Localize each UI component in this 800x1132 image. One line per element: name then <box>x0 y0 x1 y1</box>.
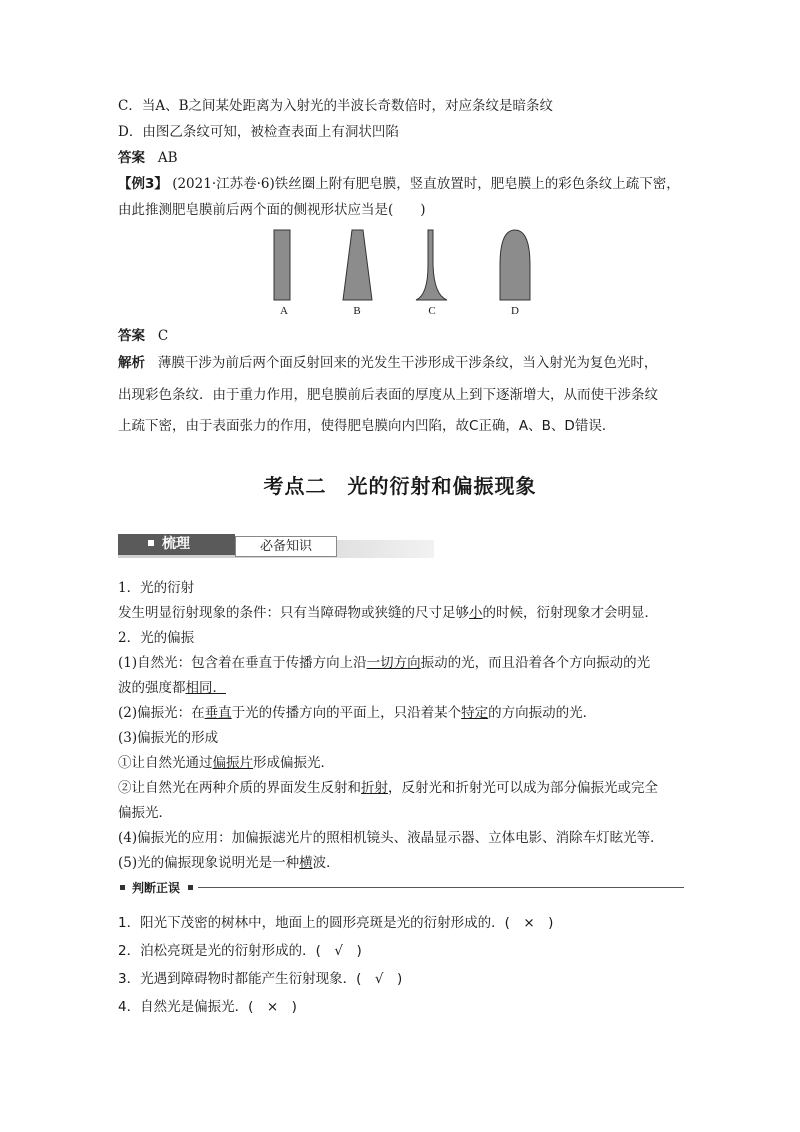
square-icon <box>188 885 193 890</box>
shape-c <box>416 230 447 300</box>
text: ①让自然光通过 <box>118 755 213 771</box>
judge-title: 判断正误 <box>132 881 181 895</box>
answer-label: 答案 <box>118 150 145 166</box>
explanation-text: 薄膜干涉为前后两个面反射回来的光发生干涉形成干涉条纹，当入射光为复色光时， <box>157 355 658 371</box>
underlined-text: 横 <box>299 855 313 871</box>
underlined-text: 特定 <box>461 705 489 721</box>
figure-label-c: C <box>428 305 436 317</box>
answer-label: 答案 <box>118 328 145 344</box>
text: 发生明显衍射现象的条件：只有当障碍物或狭缝的尺寸足够 <box>118 605 469 621</box>
example-3 <box>118 174 680 194</box>
judge-item-2: 2．泊松亮斑是光的衍射形成的．( √ ) <box>118 943 362 959</box>
knowledge-h1: 1．光的衍射 <box>118 580 195 596</box>
knowledge-n2 <box>118 703 596 723</box>
knowledge-c2 <box>118 778 658 798</box>
figure-label-b: B <box>353 305 361 317</box>
judge-item-3: 3．光遇到障碍物时都能产生衍射现象．( √ ) <box>118 971 403 987</box>
knowledge-n1-cont <box>118 678 226 698</box>
text: 的方向振动的光． <box>488 705 597 721</box>
option-c: C．当A、B之间某处距离为入射光的半波长奇数倍时，对应条纹是暗条纹 <box>118 98 553 114</box>
knowledge-banner <box>118 534 434 558</box>
banner-right: 必备知识 <box>235 536 337 557</box>
answer-1 <box>118 148 178 168</box>
underlined-text: 小 <box>469 605 483 621</box>
underlined-text: 垂直 <box>204 705 232 721</box>
text: 于光的传播方向的平面上，只沿着某个 <box>231 705 462 721</box>
knowledge-n4: (4)偏振光的应用：加偏振滤光片的照相机镜头、液晶显示器、立体电影、消除车灯眩光等． <box>118 830 664 846</box>
text: (1)自然光：包含着在垂直于传播方向上沿 <box>118 655 367 671</box>
knowledge-n3: (3)偏振光的形成 <box>118 730 219 746</box>
underlined-text: 一切方向 <box>366 655 421 671</box>
shape-b <box>343 230 372 300</box>
divider <box>198 887 684 888</box>
explanation-3: 上疏下密，由于表面张力的作用，使得肥皂膜向内凹陷，故C正确，A、B、D错误． <box>118 418 616 434</box>
banner-left <box>118 534 235 555</box>
answer-value: C <box>157 328 169 344</box>
judge-header <box>118 880 684 896</box>
answer-value: AB <box>157 150 178 166</box>
figure-label-a: A <box>280 305 288 317</box>
knowledge-c2-cont: 偏振光． <box>118 805 172 821</box>
example-label: 【例3】 <box>118 176 168 192</box>
example-3-cont: 由此推测肥皂膜前后两个面的侧视形状应当是( ) <box>118 202 426 218</box>
underlined-text: 折射 <box>361 780 388 796</box>
square-icon <box>148 540 154 546</box>
square-icon <box>120 885 125 890</box>
text: 波． <box>312 855 340 871</box>
knowledge-n1 <box>118 653 650 673</box>
knowledge-c1 <box>118 753 334 773</box>
text: 的时候，衍射现象才会明显． <box>482 605 658 621</box>
section-title: 考点二 光的衍射和偏振现象 <box>263 474 537 498</box>
judge-item-4: 4．自然光是偏振光．( × ) <box>118 999 297 1015</box>
underlined-text: 偏振片 <box>212 755 253 771</box>
text: (5)光的偏振现象说明光是一种 <box>118 855 300 871</box>
knowledge-n5 <box>118 853 340 873</box>
knowledge-h2: 2．光的偏振 <box>118 630 195 646</box>
option-d: D．由图乙条纹可知，被检查表面上有洞状凹陷 <box>118 124 399 140</box>
shape-a <box>274 230 290 300</box>
text: 波的强度都 <box>118 680 186 696</box>
answer-2 <box>118 326 168 346</box>
underlined-text: 相同． <box>185 680 226 696</box>
text: 振动的光，而且沿着各个方向振动的光 <box>420 655 651 671</box>
text: (2)偏振光：在 <box>118 705 205 721</box>
explanation-1 <box>118 353 657 373</box>
knowledge-p1 <box>118 603 658 623</box>
judge-item-1: 1．阳光下茂密的树林中，地面上的圆形亮斑是光的衍射形成的．( × ) <box>118 915 554 931</box>
figure-label-d: D <box>511 305 519 317</box>
example-text: (2021·江苏卷·6)铁丝圈上附有肥皂膜，竖直放置时，肥皂膜上的彩色条纹上疏下密， <box>172 176 680 192</box>
text: 形成偏振光． <box>253 755 334 771</box>
text: ②让自然光在两种介质的界面发生反射和 <box>118 780 361 796</box>
banner-left-label: 梳理 <box>162 536 190 552</box>
explanation-label: 解析 <box>118 355 145 371</box>
text: ，反射光和折射光可以成为部分偏振光或完全 <box>388 780 658 796</box>
shape-d <box>500 230 530 300</box>
explanation-2: 出现彩色条纹．由于重力作用，肥皂膜前后表面的厚度从上到下逐渐增大，从而使干涉条纹 <box>118 387 658 403</box>
